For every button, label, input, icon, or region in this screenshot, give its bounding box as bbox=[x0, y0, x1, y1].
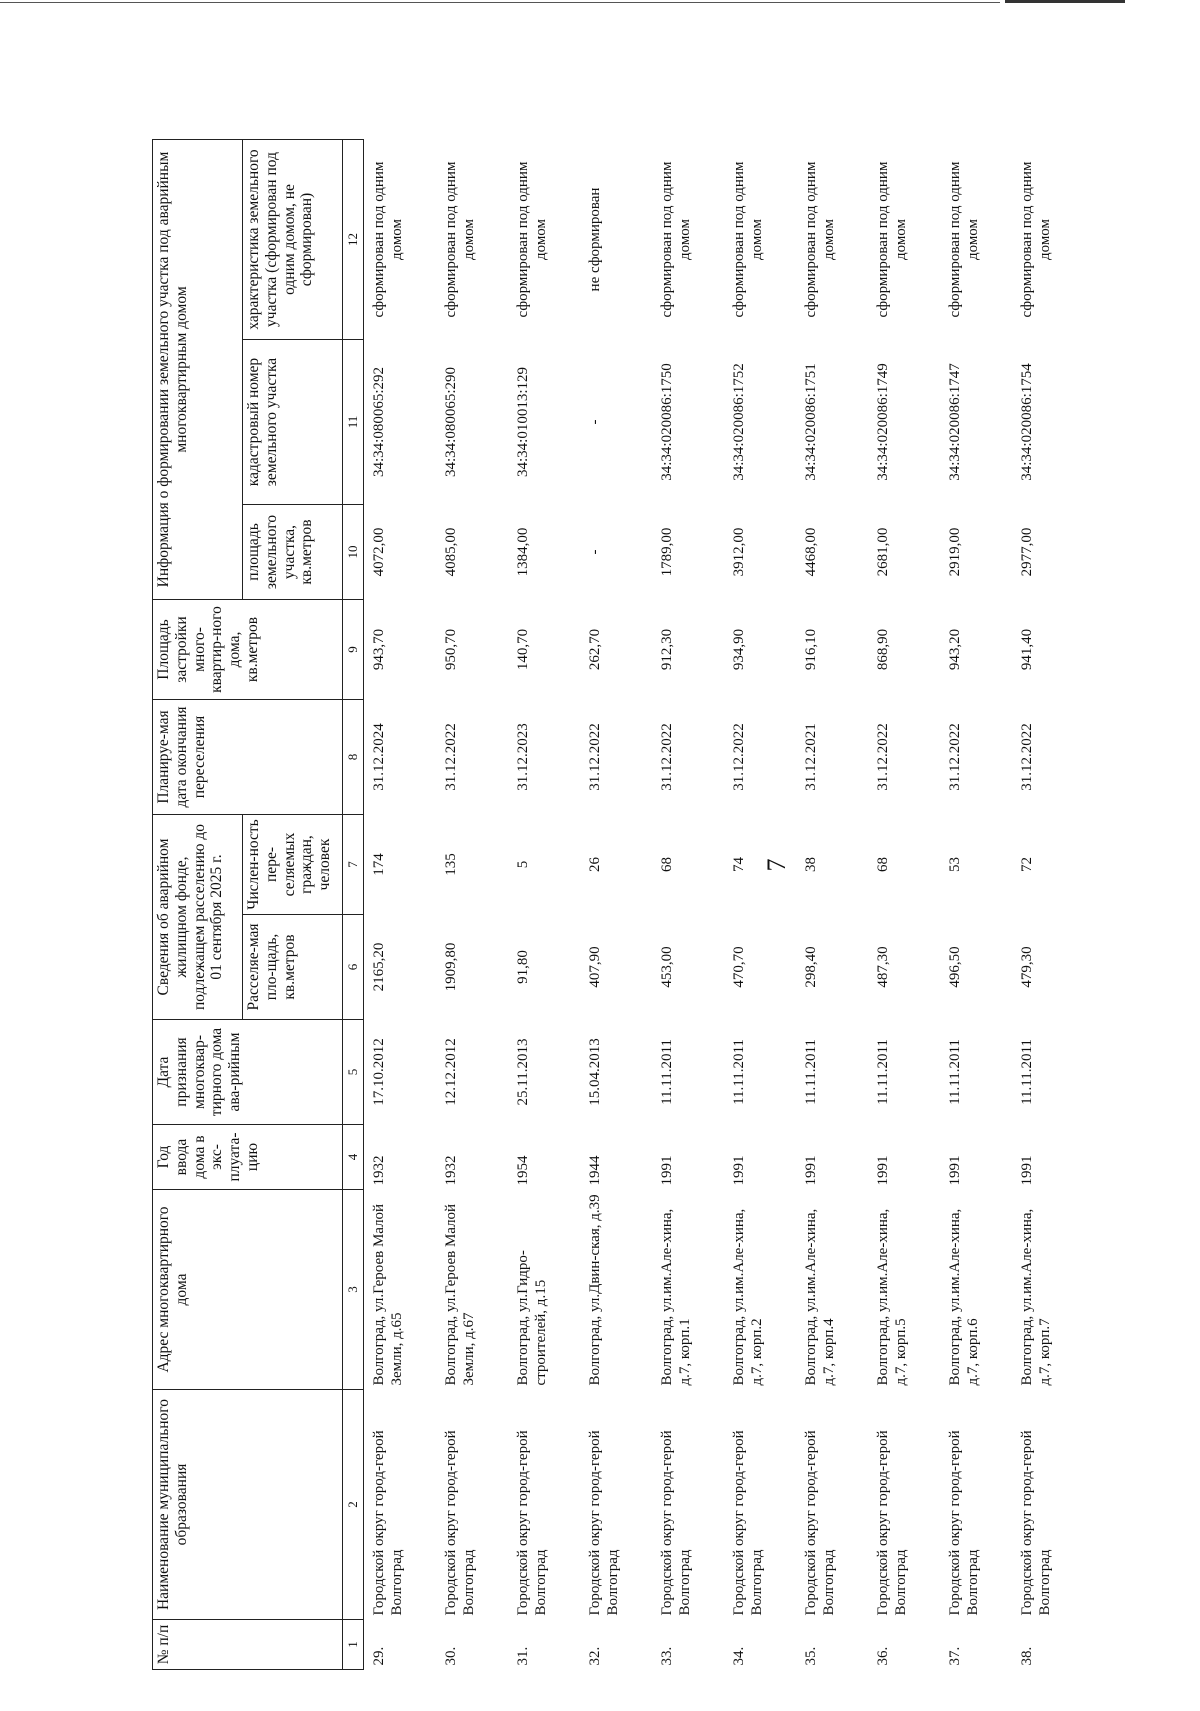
row-year: 1991 bbox=[731, 1155, 747, 1186]
th-group-land: Информация о формировании земельного участка под аварийным многоквартирным домом bbox=[153, 140, 243, 600]
col-number: 12 bbox=[343, 140, 364, 340]
table-row bbox=[1012, 140, 1084, 1670]
row-address: Волгоград, ул.Героев Малой Земли, д.65 bbox=[371, 1203, 405, 1386]
th-date: Дата признания многоквар-тирного дома ава-рийным bbox=[153, 1020, 343, 1125]
row-land-area: 4085,00 bbox=[443, 527, 459, 577]
row-address: Волгоград, ул.им.Але-хина, д.7, корп.6 bbox=[947, 1208, 981, 1386]
row-date: 12.12.2012 bbox=[443, 1038, 459, 1106]
row-mo: Городской округ город-герой Волгоград bbox=[371, 1430, 405, 1616]
row-people: 53 bbox=[947, 857, 963, 872]
row-mo: Городской округ город-герой Волгоград bbox=[875, 1430, 909, 1616]
row-address: Волгоград, ул.им.Але-хина, д.7, корп.5 bbox=[875, 1208, 909, 1386]
table-row bbox=[652, 140, 724, 1670]
row-characteristic: сформирован под одним домом bbox=[443, 161, 477, 318]
row-people: 5 bbox=[515, 860, 531, 869]
row-date: 11.11.2011 bbox=[731, 1039, 747, 1105]
row-cadastral: 34:34:020086:1754 bbox=[1019, 363, 1035, 481]
row-mo: Городской округ город-герой Волгоград bbox=[659, 1430, 693, 1616]
row-plan: 31.12.2022 bbox=[659, 723, 675, 791]
th-year: Год ввода дома в экс-плуата-цию bbox=[153, 1125, 343, 1190]
row-people: 68 bbox=[875, 857, 891, 872]
row-year: 1932 bbox=[443, 1155, 459, 1186]
row-date: 11.11.2011 bbox=[947, 1039, 963, 1105]
row-characteristic: сформирован под одним домом bbox=[947, 161, 981, 318]
row-land-area: 2681,00 bbox=[875, 527, 891, 577]
row-number: 33. bbox=[659, 1646, 675, 1666]
row-people: 72 bbox=[1019, 857, 1035, 872]
row-characteristic: сформирован под одним домом bbox=[803, 161, 837, 318]
row-characteristic: сформирован под одним домом bbox=[875, 161, 909, 318]
col-number: 7 bbox=[343, 815, 364, 915]
row-cadastral: 34:34:020086:1752 bbox=[731, 363, 747, 481]
row-plan: 31.12.2022 bbox=[731, 723, 747, 791]
row-people: 38 bbox=[803, 857, 819, 872]
th-plan: Планируе-мая дата окончания переселения bbox=[153, 700, 343, 815]
row-build: 943,20 bbox=[947, 628, 963, 671]
row-address: Волгоград, ул.Героев Малой Земли, д.67 bbox=[443, 1203, 477, 1386]
th-land-area: площадь земельного участка, кв.метров bbox=[243, 505, 343, 600]
row-year: 1932 bbox=[371, 1155, 387, 1186]
row-area: 487,30 bbox=[875, 946, 891, 988]
row-people: 135 bbox=[443, 853, 459, 876]
row-number: 36. bbox=[875, 1646, 891, 1666]
row-plan: 31.12.2022 bbox=[947, 723, 963, 791]
th-num: № п/п bbox=[153, 1620, 343, 1670]
row-build: 934,90 bbox=[731, 628, 747, 671]
row-plan: 31.12.2022 bbox=[587, 723, 603, 791]
col-number: 10 bbox=[343, 505, 364, 600]
row-address: Волгоград, ул.им.Але-хина, д.7, корп.7 bbox=[1019, 1208, 1053, 1386]
col-number: 1 bbox=[343, 1620, 364, 1670]
top-rule-thick bbox=[1005, 0, 1125, 3]
col-number: 2 bbox=[343, 1390, 364, 1620]
row-people: 26 bbox=[587, 857, 603, 872]
row-cadastral: 34:34:020086:1747 bbox=[947, 363, 963, 481]
row-address: Волгоград, ул.им.Але-хина, д.7, корп.2 bbox=[731, 1208, 765, 1386]
row-date: 11.11.2011 bbox=[1019, 1039, 1035, 1105]
table-body bbox=[364, 140, 1085, 1670]
row-build: 941,40 bbox=[1019, 628, 1035, 671]
row-cadastral: 34:34:010013:129 bbox=[515, 367, 531, 478]
th-mo: Наименование муниципального образования bbox=[153, 1390, 343, 1620]
row-characteristic: не сформирован bbox=[587, 187, 603, 292]
row-land-area: 1384,00 bbox=[515, 527, 531, 577]
row-land-area: 2977,00 bbox=[1019, 527, 1035, 577]
col-number: 9 bbox=[343, 600, 364, 700]
row-date: 17.10.2012 bbox=[371, 1038, 387, 1106]
row-mo: Городской округ город-герой Волгоград bbox=[587, 1430, 621, 1616]
row-address: Волгоград, ул.Гидро-строителей, д.15 bbox=[515, 1250, 549, 1386]
row-address: Волгоград, ул.им.Але-хина, д.7, корп.1 bbox=[659, 1208, 693, 1386]
row-plan: 31.12.2022 bbox=[875, 723, 891, 791]
row-build: 950,70 bbox=[443, 628, 459, 671]
row-cadastral: 34:34:020086:1749 bbox=[875, 363, 891, 481]
row-characteristic: сформирован под одним домом bbox=[659, 161, 693, 318]
top-rule-thin bbox=[0, 2, 1000, 3]
row-date: 11.11.2011 bbox=[659, 1039, 675, 1105]
row-area: 470,70 bbox=[731, 946, 747, 988]
row-address: Волгоград, ул.им.Але-хина, д.7, корп.4 bbox=[803, 1208, 837, 1386]
row-land-area: 1789,00 bbox=[659, 527, 675, 577]
row-characteristic: сформирован под одним домом bbox=[515, 161, 549, 318]
table-row bbox=[508, 140, 580, 1670]
row-people: 174 bbox=[371, 853, 387, 876]
row-build: 262,70 bbox=[587, 628, 603, 671]
row-year: 1991 bbox=[803, 1155, 819, 1186]
row-cadastral: 34:34:080065:292 bbox=[371, 367, 387, 478]
row-number: 38. bbox=[1019, 1646, 1035, 1666]
row-year: 1954 bbox=[515, 1155, 531, 1186]
row-area: 453,00 bbox=[659, 946, 675, 988]
row-mo: Городской округ город-герой Волгоград bbox=[731, 1430, 765, 1616]
row-land-area: 4468,00 bbox=[803, 527, 819, 577]
row-mo: Городской округ город-герой Волгоград bbox=[1019, 1430, 1053, 1616]
row-plan: 31.12.2023 bbox=[515, 723, 531, 791]
row-plan: 31.12.2024 bbox=[371, 723, 387, 791]
row-mo: Городской округ город-герой Волгоград bbox=[803, 1430, 837, 1616]
row-land-area: 2919,00 bbox=[947, 527, 963, 577]
th-build: Площадь застройки много-квартир-ного дома, кв.метров bbox=[153, 600, 343, 700]
row-date: 25.11.2013 bbox=[515, 1038, 531, 1106]
table-row bbox=[364, 140, 437, 1670]
row-cadastral: 34:34:020086:1750 bbox=[659, 363, 675, 481]
row-number: 29. bbox=[371, 1646, 387, 1666]
row-characteristic: сформирован под одним домом bbox=[731, 161, 765, 318]
row-land-area: 4072,00 bbox=[371, 527, 387, 577]
th-group-fund: Сведения об аварийном жилищном фонде, подлежащем расселению до 01 сентября 2025 г. bbox=[153, 815, 243, 1020]
row-mo: Городской округ город-герой Волгоград bbox=[443, 1430, 477, 1616]
row-cadastral: 34:34:080065:290 bbox=[443, 367, 459, 478]
column-numbers-row bbox=[343, 140, 364, 1670]
row-land-area: - bbox=[587, 549, 603, 555]
th-area: Расселяе-мая пло-щадь, кв.метров bbox=[243, 915, 343, 1020]
row-land-area: 3912,00 bbox=[731, 527, 747, 577]
row-build: 912,30 bbox=[659, 628, 675, 671]
row-number: 35. bbox=[803, 1646, 819, 1666]
rotated-sheet bbox=[152, 140, 1082, 1670]
row-date: 15.04.2013 bbox=[587, 1038, 603, 1106]
row-plan: 31.12.2022 bbox=[443, 723, 459, 791]
table-row bbox=[580, 140, 652, 1670]
row-build: 868,90 bbox=[875, 628, 891, 671]
top-rule bbox=[0, 0, 1200, 6]
row-date: 11.11.2011 bbox=[803, 1039, 819, 1105]
table-row bbox=[868, 140, 940, 1670]
register-table bbox=[152, 139, 1084, 1670]
th-cadastral: кадастровый номер земельного участка bbox=[243, 340, 343, 505]
row-characteristic: сформирован под одним домом bbox=[371, 161, 405, 318]
row-mo: Городской округ город-герой Волгоград bbox=[515, 1430, 549, 1616]
row-number: 37. bbox=[947, 1646, 963, 1666]
row-year: 1991 bbox=[1019, 1155, 1035, 1186]
row-build: 140,70 bbox=[515, 628, 531, 671]
row-address: Волгоград, ул.Двин-ская, д.39 bbox=[587, 1194, 603, 1386]
row-plan: 31.12.2021 bbox=[803, 723, 819, 791]
table-row bbox=[796, 140, 868, 1670]
row-area: 407,90 bbox=[587, 946, 603, 988]
page-number: 7 bbox=[762, 858, 791, 872]
row-people: 74 bbox=[731, 857, 747, 872]
row-build: 916,10 bbox=[803, 628, 819, 671]
row-area: 479,30 bbox=[1019, 946, 1035, 988]
col-number: 6 bbox=[343, 915, 364, 1020]
row-mo: Городской округ город-герой Волгоград bbox=[947, 1430, 981, 1616]
row-date: 11.11.2011 bbox=[875, 1039, 891, 1105]
col-number: 5 bbox=[343, 1020, 364, 1125]
col-number: 11 bbox=[343, 340, 364, 505]
row-year: 1944 bbox=[587, 1155, 603, 1186]
th-address: Адрес многоквартирного дома bbox=[153, 1190, 343, 1390]
row-people: 68 bbox=[659, 857, 675, 872]
row-cadastral: 34:34:020086:1751 bbox=[803, 363, 819, 481]
row-plan: 31.12.2022 bbox=[1019, 723, 1035, 791]
row-area: 298,40 bbox=[803, 946, 819, 988]
table-row bbox=[724, 140, 796, 1670]
row-number: 31. bbox=[515, 1646, 531, 1666]
row-characteristic: сформирован под одним домом bbox=[1019, 161, 1053, 318]
row-build: 943,70 bbox=[371, 628, 387, 671]
th-people: Числен-ность пере-селяемых граждан, человек bbox=[243, 815, 343, 915]
row-number: 34. bbox=[731, 1646, 747, 1666]
row-area: 2165,20 bbox=[371, 942, 387, 992]
row-number: 30. bbox=[443, 1646, 459, 1666]
row-area: 91,80 bbox=[515, 950, 531, 984]
row-area: 1909,80 bbox=[443, 942, 459, 992]
col-number: 8 bbox=[343, 700, 364, 815]
row-area: 496,50 bbox=[947, 946, 963, 988]
table-row bbox=[940, 140, 1012, 1670]
row-year: 1991 bbox=[947, 1155, 963, 1186]
col-number: 4 bbox=[343, 1125, 364, 1190]
th-characteristic: характеристика земельного участка (сформирован под одним домом, не сформирован) bbox=[243, 140, 343, 340]
col-number: 3 bbox=[343, 1190, 364, 1390]
row-number: 32. bbox=[587, 1646, 603, 1666]
row-year: 1991 bbox=[659, 1155, 675, 1186]
row-cadastral: - bbox=[587, 419, 603, 425]
table-row bbox=[436, 140, 508, 1670]
row-year: 1991 bbox=[875, 1155, 891, 1186]
